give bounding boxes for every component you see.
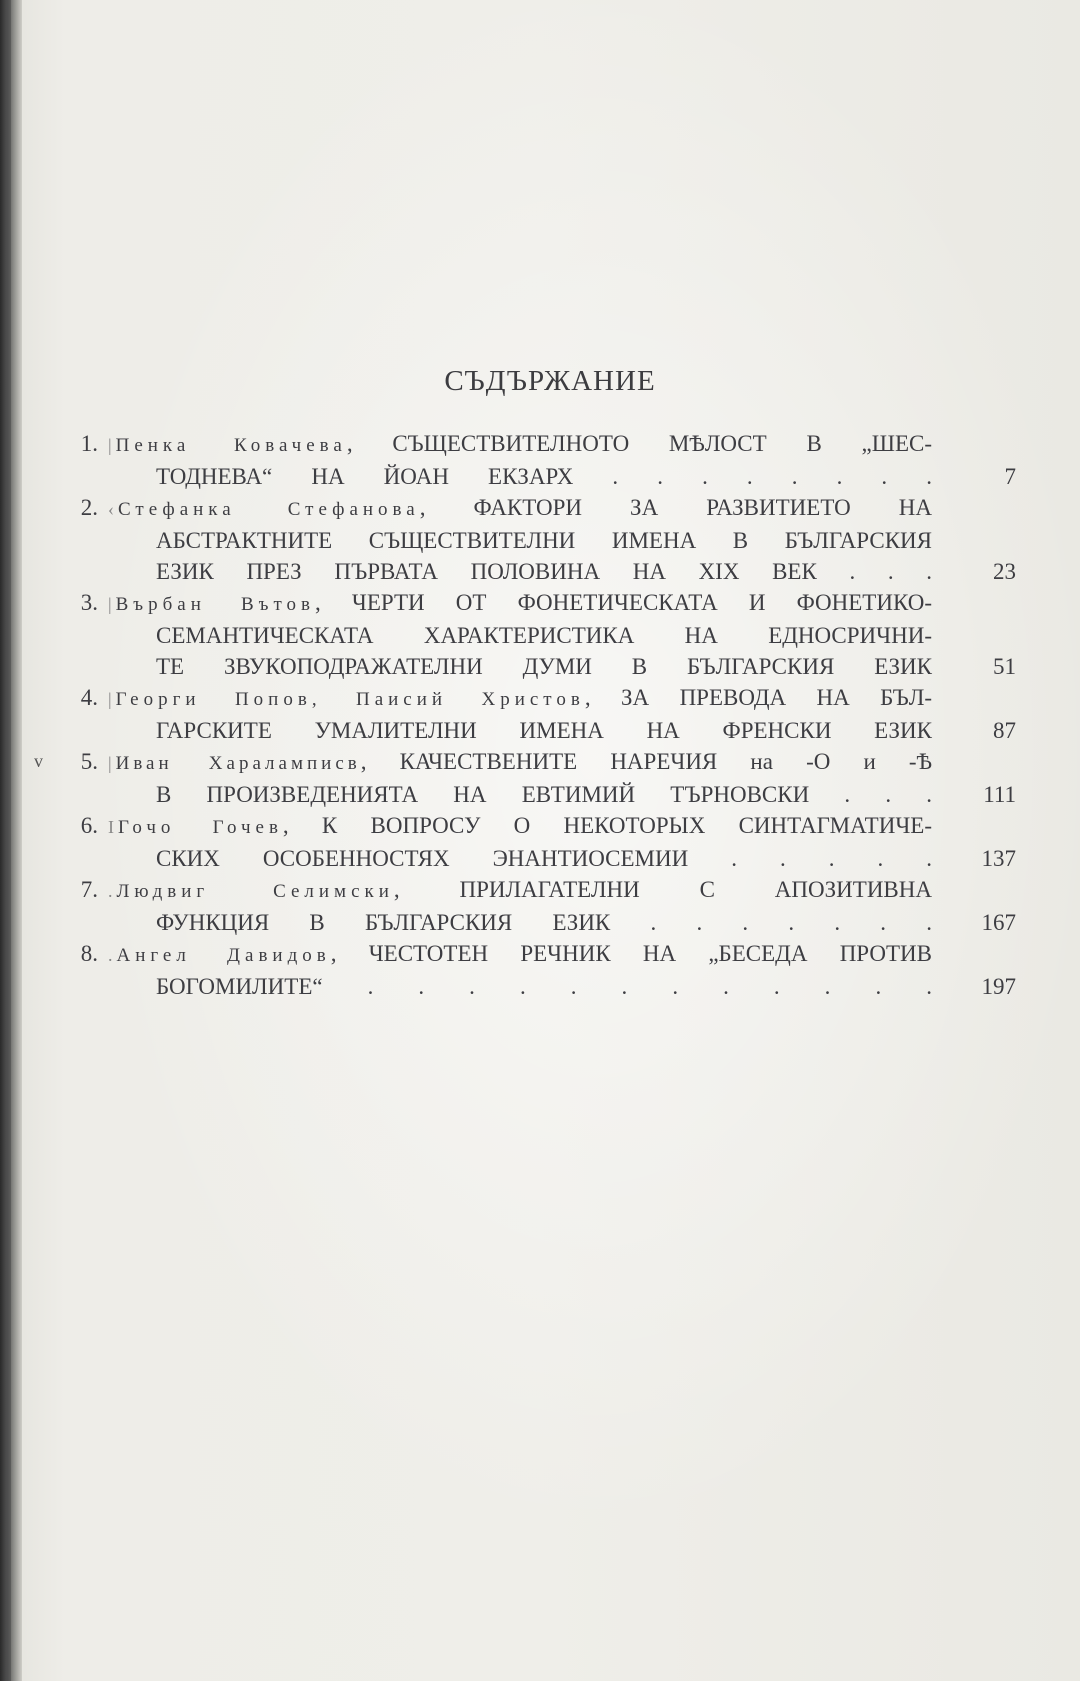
toc-entry[interactable]: 8. . Ангел Давидов, ЧЕСТОТЕН РЕЧНИК НА „БЕСЕДА ПРОТИВ БОГОМИЛИТЕ“ . . . . . . . . . . . . 197: [60, 938, 1020, 1002]
entry-author: Ангел Давидов: [116, 945, 331, 966]
entry-title-line: ЗА ПРЕВОДА НА БЪЛ-: [621, 685, 932, 710]
entry-number: 4.: [80, 685, 98, 710]
entry-title-line: К ВОПРОСУ О НЕКОТОРЫХ СИНТАГМАТИЧЕ-: [321, 813, 932, 838]
entry-title-line: В ПРОИЗВЕДЕНИЯТА НА ЕВТИМИЙ ТЪРНОВСКИ . . .: [156, 782, 932, 807]
entry-title-line: КАЧЕСТВЕНИТЕ НАРЕЧИЯ на -О и -Ѣ: [399, 749, 933, 774]
entry-author: Върбан Вътов: [115, 594, 316, 615]
entry-title-line: СЕМАНТИЧЕСКАТА ХАРАКТЕРИСТИКА НА ЕДНОСРИЧНИ-: [156, 623, 932, 648]
entry-number: 2.: [80, 495, 98, 520]
entry-number: 1.: [80, 431, 98, 456]
entry-title-line: ТЕ ЗВУКОПОДРАЖАТЕЛНИ ДУМИ В БЪЛГАРСКИЯ ЕЗИК: [156, 654, 932, 679]
page-title: СЪДЪРЖАНИЕ: [444, 365, 656, 397]
entry-title-line: ЧЕСТОТЕН РЕЧНИК НА „БЕСЕДА ПРОТИВ: [368, 941, 932, 966]
entry-page-number: 167: [981, 910, 1016, 935]
entry-title-line: БОГОМИЛИТЕ“ . . . . . . . . . . . .: [156, 974, 932, 999]
entry-title-line: ПРИЛАГАТЕЛНИ С АПОЗИТИВНА: [459, 877, 932, 902]
entry-title-line: СЪЩЕСТВИТЕЛНОТО МѢЛОСТ В „ШЕС-: [392, 431, 933, 456]
entry-page-number: 23: [993, 559, 1016, 584]
check-mark-icon: v: [34, 751, 43, 771]
entry-page-number: 137: [981, 846, 1016, 871]
entry-number: 3.: [80, 590, 98, 615]
entry-title-line: ФАКТОРИ ЗА РАЗВИТИЕТО НА: [473, 495, 932, 520]
entry-page-number: 87: [993, 718, 1016, 743]
toc-entry[interactable]: 2. ‹ Стефанка Стефанова, ФАКТОРИ ЗА РАЗВИТИЕТО НА АБСТРАКТНИТЕ СЪЩЕСТВИТЕЛНИ ИМЕНА В БЪЛГАРСКИЯ ЕЗИК ПРЕЗ ПЪРВАТА ПОЛОВИНА НА XIX ВЕК . . . 23: [60, 492, 1020, 587]
entry-title-line: ЧЕРТИ ОТ ФОНЕТИЧЕСКАТА И ФОНЕТИКО-: [351, 590, 933, 615]
entry-title-line: АБСТРАКТНИТЕ СЪЩЕСТВИТЕЛНИ ИМЕНА В БЪЛГАРСКИЯ: [156, 528, 932, 553]
entry-title-line: ТОДНЕВА“ НА ЙОАН ЕКЗАРХ . . . . . . . .: [156, 464, 932, 489]
entry-page-number: 111: [983, 782, 1016, 807]
entry-author: Стефанка Стефанова: [118, 499, 420, 520]
book-spine-edge: [0, 0, 22, 1681]
toc-entry[interactable]: 3. | Върбан Вътов, ЧЕРТИ ОТ ФОНЕТИЧЕСКАТА И ФОНЕТИКО- СЕМАНТИЧЕСКАТА ХАРАКТЕРИСТИКА НА ЕДНОСРИЧНИ- ТЕ ЗВУКОПОДРАЖАТЕЛНИ ДУМИ В БЪЛГАРСКИЯ ЕЗИК 51: [60, 587, 1020, 682]
entry-author: Георги Попов, Паисий Христов: [115, 689, 585, 710]
entry-number: 5.: [80, 749, 98, 774]
entry-author: Гочо Гочев: [118, 817, 283, 838]
table-of-contents: [34, 428, 1020, 1002]
entry-author: Иван Хараламписв: [115, 753, 361, 774]
entry-author: Людвиг Селимски: [116, 881, 394, 902]
entry-author: Пенка Ковачева: [115, 435, 347, 456]
toc-entry[interactable]: 1. | Пенка Ковачева, СЪЩЕСТВИТЕЛНОТО МѢЛОСТ В „ШЕС- ТОДНЕВА“ НА ЙОАН ЕКЗАРХ . . . . . . . . 7: [60, 428, 1020, 492]
toc-entry[interactable]: 7. . Людвиг Селимски, ПРИЛАГАТЕЛНИ С АПОЗИТИВНА ФУНКЦИЯ В БЪЛГАРСКИЯ ЕЗИК . . . . . . . 167: [60, 874, 1020, 938]
entry-title-line: ГАРСКИТЕ УМАЛИТЕЛНИ ИМЕНА НА ФРЕНСКИ ЕЗИК: [156, 718, 932, 743]
entry-page-number: 7: [1004, 464, 1016, 489]
entry-number: 6.: [80, 813, 98, 838]
toc-entry[interactable]: v 5. | Иван Хараламписв, КАЧЕСТВЕНИТЕ НАРЕЧИЯ на -О и -Ѣ В ПРОИЗВЕДЕНИЯТА НА ЕВТИМИЙ ТЪРНОВСКИ . . . 111: [60, 746, 1020, 810]
entry-title-line: ФУНКЦИЯ В БЪЛГАРСКИЯ ЕЗИК . . . . . . .: [156, 910, 932, 935]
entry-title-line: ЕЗИК ПРЕЗ ПЪРВАТА ПОЛОВИНА НА XIX ВЕК . . .: [156, 559, 932, 584]
toc-entry[interactable]: 6. I Гочо Гочев, К ВОПРОСУ О НЕКОТОРЫХ СИНТАГМАТИЧЕ- СКИХ ОСОБЕННОСТЯХ ЭНАНТИОСЕМИИ . . . . . 137: [60, 810, 1020, 874]
toc-entry[interactable]: 4. | Георги Попов, Паисий Христов, ЗА ПРЕВОДА НА БЪЛ- ГАРСКИТЕ УМАЛИТЕЛНИ ИМЕНА НА ФРЕНСКИ ЕЗИК 87: [60, 682, 1020, 746]
entry-title-line: СКИХ ОСОБЕННОСТЯХ ЭНАНТИОСЕМИИ . . . . .: [156, 846, 932, 871]
entry-number: 8.: [80, 941, 98, 966]
entry-number: 7.: [80, 877, 98, 902]
entry-page-number: 197: [981, 974, 1016, 999]
entry-page-number: 51: [993, 654, 1016, 679]
